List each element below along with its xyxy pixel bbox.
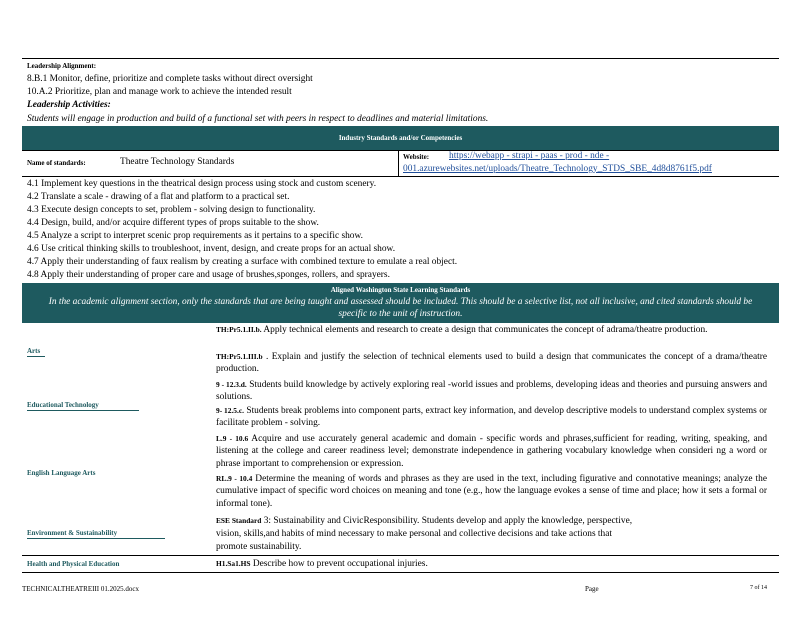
website-link-line-1[interactable]: https://webapp - strapi - paas - prod - nde - — [449, 151, 610, 161]
arts-standard-1 — [216, 324, 767, 336]
ela-standard-1 — [216, 433, 767, 470]
ela-standard-1-text: Acquire and use accurately general academic and domain - specific words and phrases,sufficient for reading, writing, speaking, and listening at the college and career readiness level; demonstrate independence in gathering vocabulary knowledge when consideri ng a word or phrase important to comprehension or expression. — [216, 434, 768, 469]
arts-standard-2-code: TH:Pr5.1.III.b — [216, 352, 263, 361]
competency-item: 4.7 Apply their understanding of faux realism by creating a surface with combined texture to emulate a real object. — [27, 257, 458, 267]
leadership-line-2: 10.A.2 Prioritize, plan and manage work to achieve the intended result — [27, 87, 292, 97]
leadership-line-1: 8.B.1 Monitor, define, prioritize and complete tasks without direct oversight — [27, 74, 313, 84]
standards-name-label: Name of standards: — [27, 159, 86, 167]
environment-standard-code: ESE Standard — [216, 516, 262, 525]
health-standard — [216, 558, 428, 570]
edtech-standard-1-text: Students build knowledge by actively exploring real -world issues and problems, developing ideas and theories and pursuing answers and solutions. — [216, 380, 768, 403]
subject-arts-underline — [27, 356, 45, 357]
standards-name-value: Theatre Technology Standards — [120, 157, 235, 167]
industry-standards-title: Industry Standards and/or Competencies — [338, 134, 463, 142]
edtech-standard-1 — [216, 379, 767, 404]
competency-item: 4.1 Implement key questions in the theatrical design process using stock and custom scenery. — [27, 179, 377, 189]
ela-standard-1-code: L.9 - 10.6 — [216, 434, 249, 443]
edtech-standard-2 — [216, 405, 767, 430]
name-row-bottom-rule — [22, 176, 779, 177]
table-bottom-rule — [22, 572, 779, 573]
ela-standard-2 — [216, 473, 767, 510]
subject-environment-sustainability[interactable]: Environment & Sustainability — [27, 529, 118, 537]
arts-standard-2 — [216, 351, 767, 376]
academic-alignment-instructions: In the academic alignment section, only the standards that are being taught and assessed should be included. This should be a selective list, not all inclusive, and cited standards should be specific to the unit of instruction. — [48, 297, 753, 320]
leadership-alignment-label: Leadership Alignment: — [27, 62, 97, 70]
leadership-activities-label: Leadership Activities: — [27, 100, 111, 110]
footer-page-label: Page — [585, 585, 599, 593]
academic-alignment-title: Aligned Washington State Learning Standards — [330, 286, 471, 294]
leadership-activities-text: Students will engage in production and build of a functional set with peers in respect to deadlines and material limitations. — [27, 114, 489, 124]
website-label: Website: — [403, 153, 430, 161]
competency-item: 4.6 Use critical thinking skills to troubleshoot, invent, design, and create props for an actual show. — [27, 244, 396, 254]
competency-item: 4.8 Apply their understanding of proper care and usage of brushes,sponges, rollers, and sprayers. — [27, 270, 390, 280]
environment-standard-line-2: vision, skills,and habits of mind necessary to make personal and collective decisions and take actions that — [216, 529, 612, 539]
edtech-standard-2-code: 9- 12.5.c. — [216, 406, 244, 415]
competency-item: 4.3 Execute design concepts to set, problem - solving design to functionality. — [27, 205, 316, 215]
website-link-line-2[interactable]: 001.azurewebsites.net/uploads/Theatre_Technology_STDS_SBE_4d8d8761f5.pdf — [403, 164, 712, 174]
name-row-divider — [398, 150, 399, 176]
edtech-standard-2-text: Students break problems into component parts, extract key information, and develop descriptive models to understand complex systems or facilitate problem - solving. — [216, 406, 767, 429]
footer-page-number: 7 of 14 — [750, 585, 767, 591]
environment-standard-line-3: promote sustainability. — [216, 542, 302, 552]
edtech-standard-1-code: 9 - 12.3.d. — [216, 380, 247, 389]
arts-standard-2-text: . Explain and justify the selection of technical elements used to build a design that communicates the concept of a drama/theatre production. — [216, 352, 767, 375]
competency-item: 4.4 Design, build, and/or acquire different types of props suitable to the show. — [27, 218, 319, 228]
top-rule — [22, 58, 779, 59]
competency-item: 4.5 Analyze a script to interpret scenic prop requirements as it pertains to a specific show. — [27, 231, 364, 241]
subject-english-language-arts[interactable]: English Language Arts — [27, 469, 96, 477]
arts-standard-1-code: TH:Pr5.1.II.b. — [216, 325, 262, 334]
environment-standard-line-1 — [216, 515, 632, 527]
health-standard-text: Describe how to prevent occupational injuries. — [250, 559, 428, 569]
subject-health-physical-education[interactable]: Health and Physical Education — [27, 560, 120, 568]
subject-educational-technology[interactable]: Educational Technology — [27, 401, 99, 409]
academic-alignment-band — [22, 283, 779, 323]
name-row-top-rule — [22, 150, 779, 151]
footer-filename: TECHNICALTHEATREIII 01.2025.docx — [22, 585, 139, 593]
health-row-top-rule — [22, 555, 779, 556]
subject-edtech-underline — [27, 410, 139, 411]
health-standard-code: H1.Sa1.HS — [216, 559, 251, 568]
ela-standard-2-code: RL.9 - 10.4 — [216, 474, 253, 483]
arts-standard-1-text: Apply technical elements and research to create a design that communicates the concept of adrama/theatre production. — [261, 325, 708, 335]
competency-item: 4.2 Translate a scale - drawing of a flat and platform to a practical set. — [27, 192, 290, 202]
ela-standard-2-text: Determine the meaning of words and phrases as they are used in the text, including figurative and connotative meanings; analyze the cumulative impact of specific word choices on meaning and tone (e.g., how the language evokes a sense of time and place; how it sets a formal or informal tone). — [216, 474, 768, 509]
subject-environment-underline — [27, 538, 165, 539]
environment-standard-line-1-text: 3: Sustainability and CivicResponsibility. Students develop and apply the knowledge, perspective, — [261, 516, 633, 526]
subject-arts[interactable]: Arts — [27, 347, 41, 355]
industry-standards-band — [22, 126, 779, 150]
